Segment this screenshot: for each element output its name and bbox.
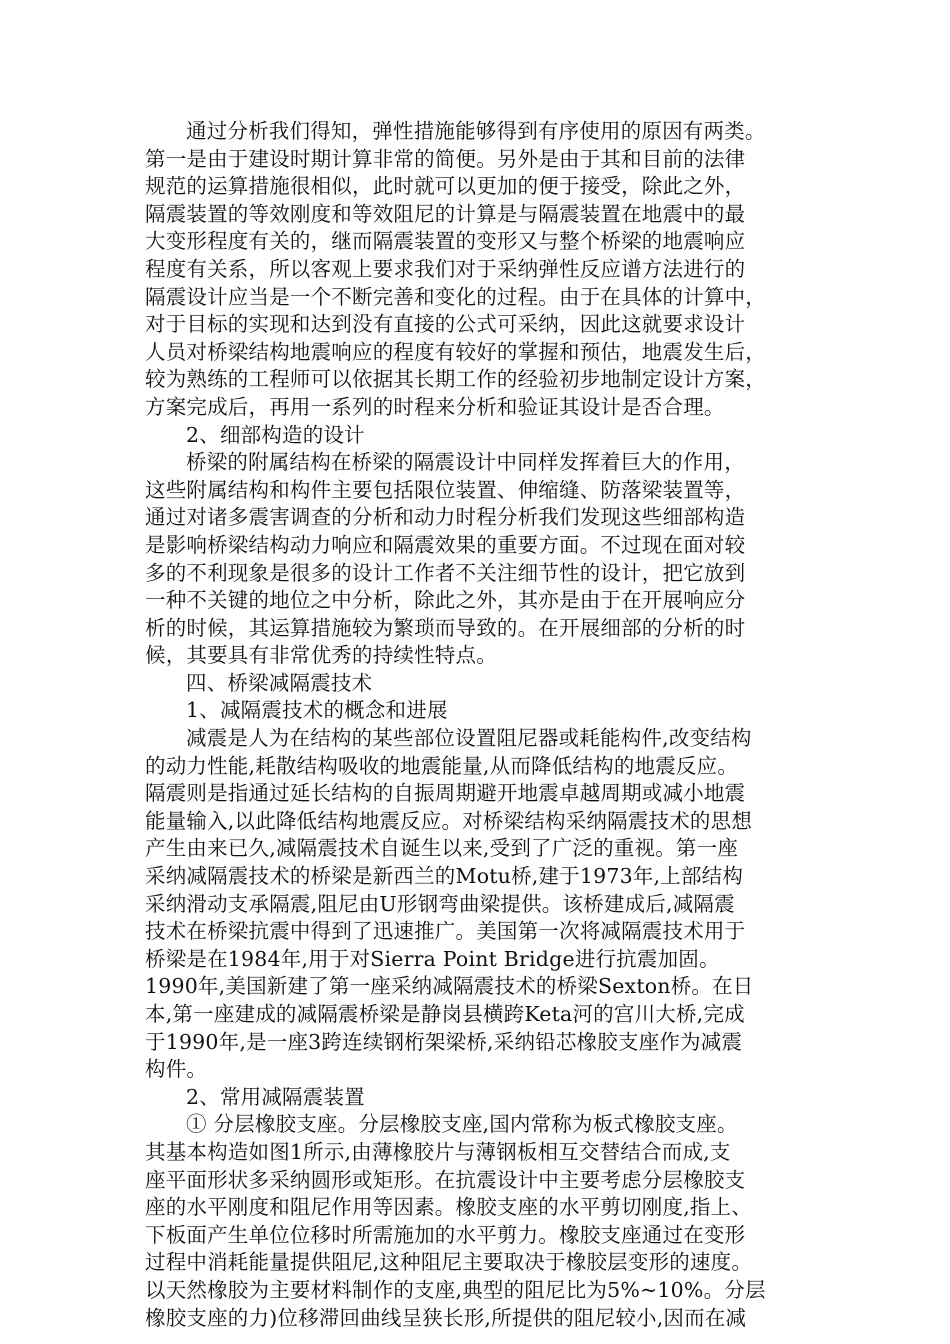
text-line: 通过分析我们得知，弹性措施能够得到有序使用的原因有两类。 xyxy=(186,119,766,143)
text-line: 本,第一座建成的减隔震桥梁是静岗县横跨Keta河的宫川大桥,完成 xyxy=(145,1002,745,1026)
text-line: 于1990年,是一座3跨连续钢桁架梁桥,采纳铅芯橡胶支座作为减震 xyxy=(145,1029,743,1054)
text-line: 减震是人为在结构的某些部位设置阻尼器或耗能构件,改变结构 xyxy=(186,726,752,751)
text-line: 座的水平刚度和阻尼作用等因素。橡胶支座的水平剪切刚度,指上、 xyxy=(145,1195,753,1220)
text-line: 橡胶支座的力)位移滞回曲线呈狭长形,所提供的阻尼较小,因而在减 xyxy=(145,1305,747,1330)
text-line: 桥梁的附属结构在桥梁的隔震设计中同样发挥着巨大的作用， xyxy=(186,450,745,475)
heading-text: 1、减隔震技术的概念和进展 xyxy=(186,698,448,723)
text-line: 候，其要具有非常优秀的持续性特点。 xyxy=(145,643,497,668)
section-heading-devices xyxy=(145,1084,807,1112)
section-heading-isolation-tech xyxy=(145,670,807,698)
paragraph-detail-design xyxy=(145,449,807,670)
text-line: 构件。 xyxy=(145,1057,208,1082)
text-line: 隔震装置的等效刚度和等效阻尼的计算是与隔震装置在地震中的最 xyxy=(145,201,746,226)
text-line: 产生由来已久,减隔震技术自诞生以来,受到了广泛的重视。第一座 xyxy=(145,836,739,861)
paragraph-laminated-rubber-bearing xyxy=(145,1111,807,1332)
text-line: 较为熟练的工程师可以依据其长期工作的经验初步地制定设计方案， xyxy=(145,367,766,392)
text-line: 对于目标的实现和达到没有直接的公式可采纳，因此这就要求设计 xyxy=(145,312,746,337)
paragraph-concept-progress xyxy=(145,725,807,1084)
text-line: 方案完成后，再用一系列的时程来分析和验证其设计是否合理。 xyxy=(145,394,725,419)
text-line: 桥梁是在1984年,用于对Sierra Point Bridge进行抗震加固。 xyxy=(145,946,720,971)
heading-text: 2、细部构造的设计 xyxy=(186,422,365,447)
text-line: 多的不利现象是很多的设计工作者不关注细节性的设计，把它放到 xyxy=(145,560,746,585)
text-line: 座平面形状多采纳圆形或矩形。在抗震设计中主要考虑分层橡胶支 xyxy=(145,1167,746,1192)
text-line: 通过对诸多震害调查的分析和动力时程分析我们发现这些细部构造 xyxy=(145,505,746,530)
text-line: 大变形程度有关的，继而隔震装置的变形又与整个桥梁的地震响应 xyxy=(145,229,746,254)
text-line: 采纳滑动支承隔震,阻尼由U形钢弯曲梁提供。该桥建成后,减隔震 xyxy=(145,891,735,916)
heading-text: 四、桥梁减隔震技术 xyxy=(186,670,373,695)
text-line: 采纳减隔震技术的桥梁是新西兰的Motu桥,建于1973年,上部结构 xyxy=(145,864,744,889)
text-line: 是影响桥梁结构动力响应和隔震效果的重要方面。不过现在面对较 xyxy=(145,532,746,557)
text-line: 这些附属结构和构件主要包括限位装置、伸缩缝、防落梁装置等， xyxy=(145,477,746,502)
text-line: 技术在桥梁抗震中得到了迅速推广。美国第一次将减隔震技术用于 xyxy=(145,919,746,944)
text-line: 规范的运算措施很相似，此时就可以更加的便于接受，除此之外， xyxy=(145,174,746,199)
document-page xyxy=(145,118,807,1332)
heading-text: 2、常用减隔震装置 xyxy=(186,1084,365,1109)
section-heading-detail-design xyxy=(145,422,807,450)
text-line: 下板面产生单位位移时所需施加的水平剪力。橡胶支座通过在变形 xyxy=(145,1222,746,1247)
text-line: 1990年,美国新建了第一座采纳减隔震技术的桥梁Sexton桥。在日 xyxy=(145,974,754,999)
text-line: 其基本构造如图1所示,由薄橡胶片与薄钢板相互交替结合而成,支 xyxy=(145,1139,731,1164)
text-line: 以天然橡胶为主要材料制作的支座,典型的阻尼比为5%~10%。分层 xyxy=(145,1277,766,1302)
text-line: 的动力性能,耗散结构吸收的地震能量,从而降低结构的地震反应。 xyxy=(145,753,739,778)
text-line: 隔震则是指通过延长结构的自振周期避开地震卓越周期或减小地震 xyxy=(145,781,746,806)
text-line: 人员对桥梁结构地震响应的程度有较好的掌握和预估，地震发生后， xyxy=(145,339,766,364)
text-line: 析的时候，其运算措施较为繁琐而导致的。在开展细部的分析的时 xyxy=(145,615,746,640)
text-line: ① 分层橡胶支座。分层橡胶支座,国内常称为板式橡胶支座。 xyxy=(186,1112,738,1137)
text-line: 隔震设计应当是一个不断完善和变化的过程。由于在具体的计算中， xyxy=(145,284,766,309)
text-line: 程度有关系，所以客观上要求我们对于采纳弹性反应谱方法进行的 xyxy=(145,256,746,281)
text-line: 一种不关键的地位之中分析，除此之外，其亦是由于在开展响应分 xyxy=(145,588,746,613)
text-line: 能量输入,以此降低结构地震反应。对桥梁结构采纳隔震技术的思想 xyxy=(145,808,753,833)
text-line: 过程中消耗能量提供阻尼,这种阻尼主要取决于橡胶层变形的速度。 xyxy=(145,1250,753,1275)
paragraph-elastic-method xyxy=(145,118,807,422)
text-line: 第一是由于建设时期计算非常的简便。另外是由于其和目前的法律 xyxy=(145,146,746,171)
section-heading-concept-progress xyxy=(145,697,807,725)
